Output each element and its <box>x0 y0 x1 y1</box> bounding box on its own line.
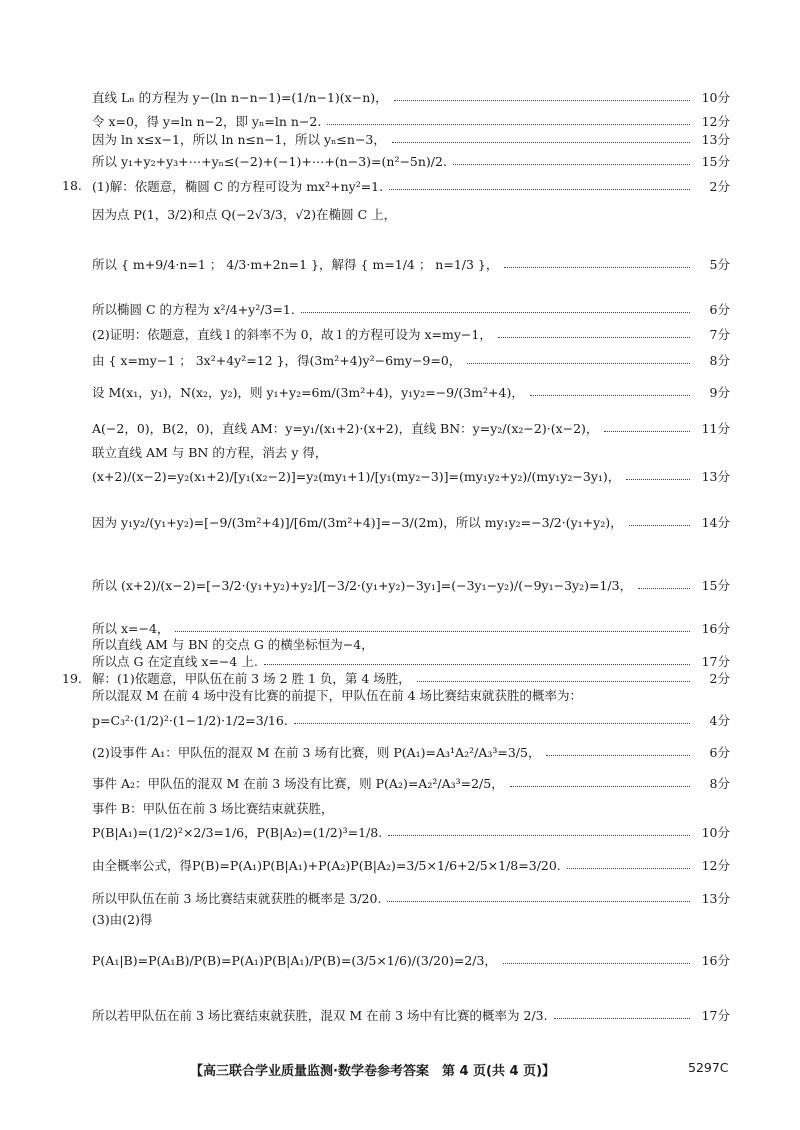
line-text: 事件 A₂：甲队伍的混双 M 在前 3 场没有比赛，则 P(A₂)=A₂²/A₃³=2/5， <box>92 776 504 791</box>
answer-line <box>92 995 730 1035</box>
answer-line <box>92 932 730 988</box>
line-text: (x+2)/(x−2)=y₂(x₁+2)/[y₁(x₂−2)]=y₂(my₁+1)/[y₁(my₂−3)]=(my₁y₂+y₂)/(my₁y₂−3y₁)， <box>92 469 621 484</box>
leader-dots <box>504 267 690 268</box>
line-text: 直线 Lₙ 的方程为 y−(ln n−n−1)=(1/n−1)(x−n)， <box>92 90 388 105</box>
leader-dots <box>530 395 690 396</box>
answer-line <box>92 175 730 197</box>
score-label: 9分 <box>709 385 730 400</box>
answer-line <box>92 557 730 613</box>
leader-dots <box>510 786 690 787</box>
leader-dots <box>175 631 690 632</box>
line-text: 因为点 P(1，3/2)和点 Q(−2√3/3，√2)在椭圆 C 上， <box>92 207 397 222</box>
score-label: 4分 <box>709 713 730 728</box>
leader-dots <box>301 312 690 313</box>
line-text: 由全概率公式，得P(B)=P(A₁)P(B|A₁)+P(A₂)P(B|A₂)=3/5×1/6+2/5×1/8=3/20. <box>92 858 561 873</box>
leader-dots <box>467 363 690 364</box>
leader-dots <box>264 664 690 665</box>
score-label: 12分 <box>701 858 730 873</box>
leader-dots <box>503 963 690 964</box>
score-label: 13分 <box>701 132 730 147</box>
line-text: 解：(1)依题意，甲队伍在前 3 场 2 胜 1 负，第 4 场胜， <box>92 671 411 686</box>
line-text: p=C₃²·(1/2)²·(1−1/2)·1/2=3/16. <box>92 712 288 728</box>
score-label: 16分 <box>701 621 730 636</box>
score-label: 5分 <box>709 257 730 272</box>
line-text: P(A₁|B)=P(A₁B)/P(B)=P(A₁)P(B|A₁)/P(B)=(3/5×1/6)/(3/20)=2/3， <box>92 953 497 968</box>
paper-code: 5297C <box>688 1060 729 1075</box>
answer-line <box>92 456 730 496</box>
score-label: 8分 <box>709 353 730 368</box>
line-text: 所以 { m+9/4·n=1 ； 4/3·m+2n=1 }，解得 { m=1/4 ； n=1/3 }， <box>92 257 499 272</box>
score-label: 15分 <box>701 154 730 169</box>
score-label: 12分 <box>701 114 730 129</box>
leader-dots <box>498 337 690 338</box>
line-text: 所以甲队伍在前 3 场比赛结束就获胜的概率是 3/20. <box>92 891 382 906</box>
leader-dots <box>388 835 690 836</box>
answer-line <box>92 150 730 172</box>
line-text: 由 { x=my−1 ； 3x²+4y²=12 }，得(3m²+4)y²−6my−9=0， <box>92 353 462 368</box>
line-text: (2)设事件 A₁：甲队伍的混双 M 在前 3 场有比赛，则 P(A₁)=A₃¹A₂²/A₃³=3/5， <box>92 745 541 760</box>
score-label: 13分 <box>701 469 730 484</box>
answer-line <box>92 203 730 225</box>
leader-dots <box>567 868 690 869</box>
score-label: 8分 <box>709 776 730 791</box>
line-text: 所以 y₁+y₂+y₃+⋯+yₙ≤(−2)+(−1)+⋯+(n−3)=(n²−5n)/2. <box>92 154 447 169</box>
answer-line <box>92 298 730 320</box>
line-text: 事件 B：甲队伍在前 3 场比赛结束就获胜， <box>92 801 334 816</box>
leader-dots <box>629 525 690 526</box>
line-text: A(−2，0)，B(2，0)，直线 AM：y=y₁/(x₁+2)·(x+2)，直线 BN：y=y₂/(x₂−2)·(x−2)， <box>92 421 599 436</box>
score-label: 11分 <box>701 421 730 436</box>
question-number-19: 19. <box>62 671 82 686</box>
line-text: (1)解：依题意，椭圆 C 的方程可设为 mx²+ny²=1. <box>92 179 384 194</box>
answer-line <box>92 128 730 150</box>
leader-dots <box>604 431 690 432</box>
score-label: 6分 <box>709 745 730 760</box>
score-label: 14分 <box>701 515 730 530</box>
score-label: 13分 <box>701 891 730 906</box>
line-text: 所以椭圆 C 的方程为 x²/4+y²/3=1. <box>92 302 295 317</box>
leader-dots <box>554 1018 690 1019</box>
line-text: 设 M(x₁，y₁)，N(x₂，y₂)，则 y₁+y₂=6m/(3m²+4)，y₁y₂=−9/(3m²+4)， <box>92 385 524 400</box>
answer-line <box>92 86 730 108</box>
line-text: 所以若甲队伍在前 3 场比赛结束就获胜，混双 M 在前 3 场中有比赛的概率为 2/3. <box>92 1008 548 1023</box>
question-number-18: 18. <box>62 178 82 193</box>
leader-dots <box>394 100 690 101</box>
line-text: 所以直线 AM 与 BN 的交点 G 的横坐标恒为−4， <box>92 637 374 652</box>
answer-line <box>92 908 730 930</box>
score-label: 17分 <box>701 1008 730 1023</box>
line-text: 所以 x=−4， <box>92 621 170 636</box>
score-label: 10分 <box>701 825 730 840</box>
score-label: 2分 <box>709 179 730 194</box>
leader-dots <box>546 755 690 756</box>
score-label: 17分 <box>701 654 730 669</box>
leader-dots <box>387 901 690 902</box>
leader-dots <box>417 681 690 682</box>
score-label: 7分 <box>709 327 730 342</box>
leader-dots <box>453 164 690 165</box>
answer-line <box>92 236 730 292</box>
line-text: 因为 y₁y₂/(y₁+y₂)=[−9/(3m²+4)]/[6m/(3m²+4)]=−3/(2m)，所以 my₁y₂=−3/2·(y₁+y₂)， <box>92 515 623 530</box>
line-text: (2)证明：依题意，直线 l 的斜率不为 0，故 l 的方程可设为 x=my−1， <box>92 327 492 342</box>
score-label: 6分 <box>709 302 730 317</box>
score-label: 10分 <box>701 90 730 105</box>
leader-dots <box>294 723 690 724</box>
leader-dots <box>638 588 690 589</box>
line-text: 令 x=0，得 y=ln n−2，即 yₙ=ln n−2. <box>92 114 322 129</box>
line-text: 因为 ln x≤x−1，所以 ln n≤n−1，所以 yₙ≤n−3， <box>92 132 386 147</box>
line-text: 所以 (x+2)/(x−2)=[−3/2·(y₁+y₂)+y₂]/[−3/2·(y₁+y₂)−3y₁]=(−3y₁−y₂)/(−9y₁−3y₂)=1/3， <box>92 578 633 593</box>
leader-dots <box>327 124 690 125</box>
line-text: P(B|A₁)=(1/2)²×2/3=1/6，P(B|A₂)=(1/2)³=1/8. <box>92 825 383 840</box>
score-label: 15分 <box>701 578 730 593</box>
line-text: 所以点 G 在定直线 x=−4 上. <box>92 654 258 669</box>
score-label: 16分 <box>701 953 730 968</box>
answer-line <box>92 372 730 412</box>
line-text: 所以混双 M 在前 4 场中没有比赛的前提下，甲队伍在前 4 场比赛结束就获胜的概率为： <box>92 688 583 703</box>
leader-dots <box>389 189 690 190</box>
line-text: 联立直线 AM 与 BN 的方程，消去 y 得， <box>92 445 328 460</box>
leader-dots <box>626 479 690 480</box>
line-text: (3)由(2)得 <box>92 912 153 927</box>
footer-title: 【高三联合学业质量监测·数学卷参考答案 第 4 页(共 4 页)】 <box>190 1064 556 1079</box>
leader-dots <box>392 142 690 143</box>
answer-line <box>92 494 730 550</box>
score-label: 2分 <box>709 671 730 686</box>
